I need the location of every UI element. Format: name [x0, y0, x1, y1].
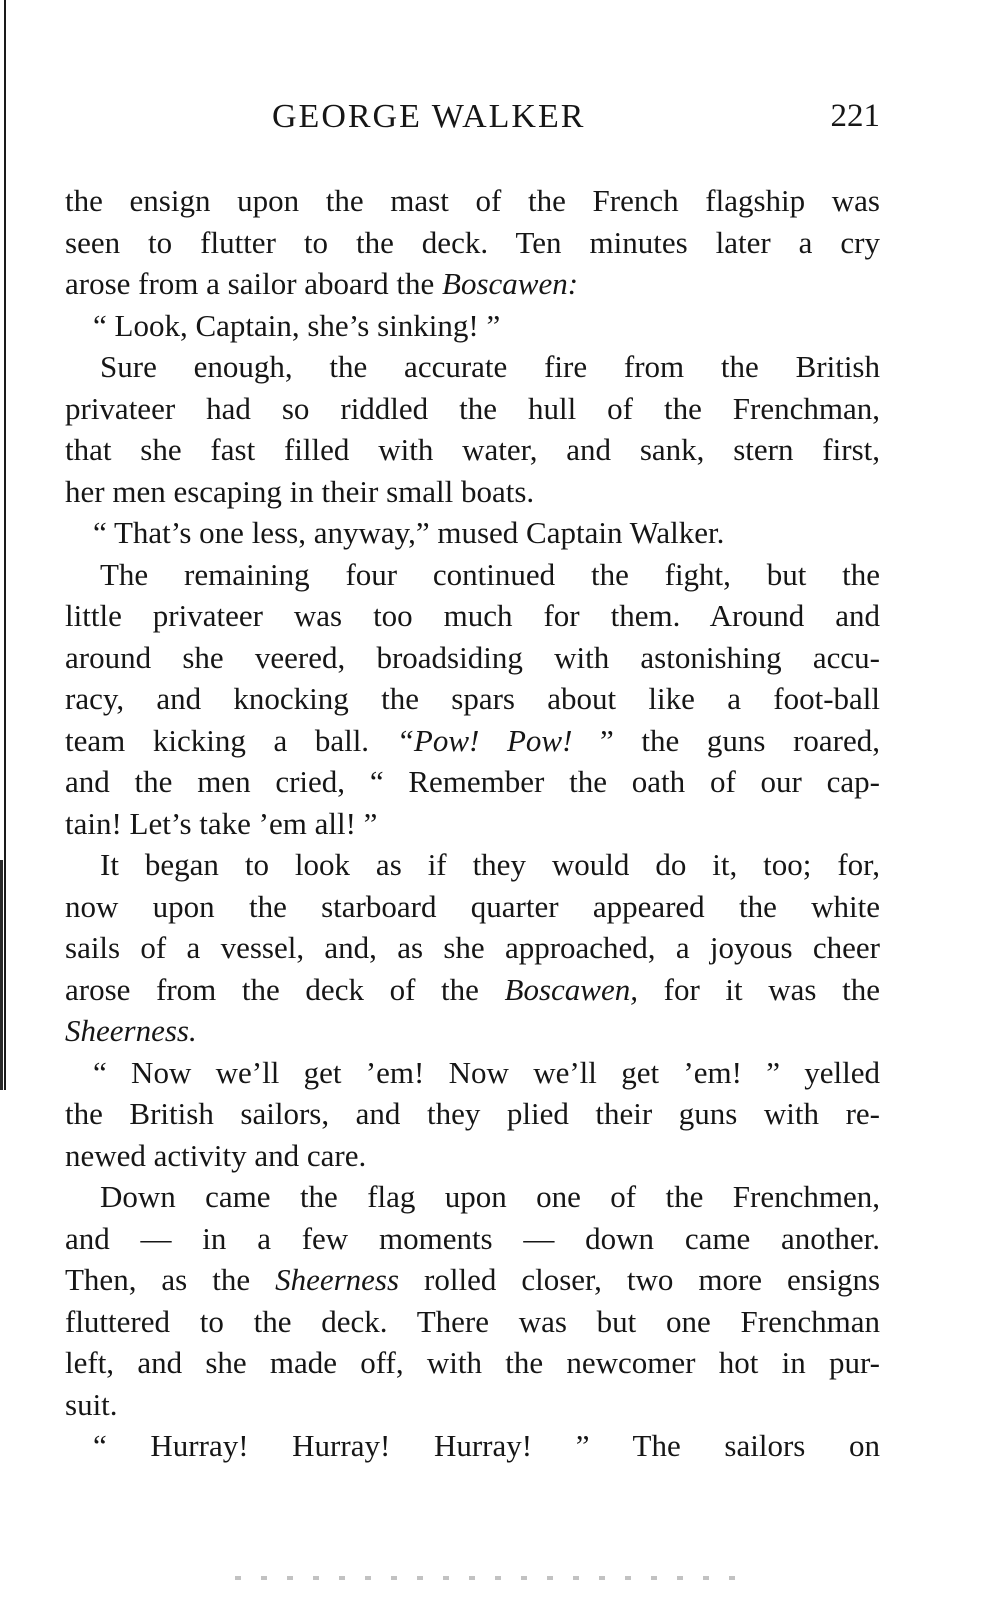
text-line: Down came the flag upon one of the Frenchmen,: [100, 1179, 880, 1214]
page-edge-line: [4, 0, 6, 1090]
text-line: suit.: [65, 1386, 118, 1422]
running-head: [0, 98, 1000, 146]
text-line: It began to look as if they would do it, too; for,: [100, 847, 880, 882]
text-run: team kicking a ball.: [65, 722, 397, 758]
page-number: 221: [830, 98, 880, 134]
text-line: The remaining four continued the fight, but the: [100, 556, 880, 592]
text-line: Sure enough, the accurate fire from the British: [100, 349, 880, 384]
text-run: rolled closer, two more ensigns: [399, 1262, 881, 1297]
text-line: now upon the starboard quarter appeared the white: [65, 888, 880, 924]
text-line: fluttered to the deck. There was but one Frenchman: [65, 1303, 880, 1339]
text-line: “ Now we’ll get ’em! Now we’ll get ’em! ” yelled: [93, 1054, 880, 1090]
text-line: “ Look, Captain, she’s sinking! ”: [93, 307, 501, 343]
ship-name-italic: Sheerness: [275, 1262, 400, 1297]
text-line: the British sailors, and they plied their guns with re-: [65, 1096, 880, 1131]
running-title: GEORGE WALKER: [272, 98, 586, 135]
text-run: for it was the: [638, 971, 880, 1007]
page-edge-line-thick: [0, 860, 3, 1090]
text-line: [65, 969, 880, 1011]
text-run: arose from the deck of the: [65, 971, 505, 1007]
text-line: [65, 1010, 880, 1052]
text-line: her men escaping in their small boats.: [65, 473, 535, 509]
text-line: sails of a vessel, and, as she approached, a joyous cheer: [65, 930, 880, 965]
cut-off-next-line-marks: [235, 1576, 740, 1580]
text-line: [65, 720, 880, 762]
text-run: ” the guns roared,: [572, 722, 880, 758]
ship-name-italic: Sheerness.: [65, 1013, 197, 1048]
ship-name-italic: Boscawen:: [442, 266, 579, 301]
text-line: privateer had so riddled the hull of the Frenchman,: [65, 390, 880, 426]
ship-name-italic: Boscawen,: [504, 971, 638, 1007]
text-line: racy, and knocking the spars about like a foot-ball: [65, 681, 880, 716]
text-line: left, and she made off, with the newcomer hot in pur-: [65, 1345, 880, 1380]
text-line: and the men cried, “ Remember the oath of our cap-: [65, 764, 880, 799]
text-line: around she veered, broadsiding with astonishing accu-: [65, 639, 880, 675]
text-line: the ensign upon the mast of the French flagship was: [65, 183, 880, 218]
text-line: [65, 263, 880, 305]
text-run: arose from a sailor aboard the: [65, 266, 443, 301]
text-line: newed activity and care.: [65, 1137, 367, 1173]
text-line: “ That’s one less, anyway,” mused Captain Walker.: [93, 515, 725, 550]
text-line: and — in a few moments — down came another.: [65, 1220, 880, 1256]
text-line: “ Hurray! Hurray! Hurray! ” The sailors on: [93, 1428, 880, 1463]
text-line: tain! Let’s take ’em all! ”: [65, 805, 378, 841]
text-line: that she fast filled with water, and sank, stern first,: [65, 432, 880, 467]
body-text: [65, 180, 880, 1467]
text-line: little privateer was too much for them. Around and: [65, 598, 880, 633]
exclamation-italic: “Pow! Pow!: [396, 722, 573, 758]
text-line: seen to flutter to the deck. Ten minutes later a cry: [65, 224, 880, 260]
text-run: Then, as the: [65, 1262, 276, 1297]
text-line: [65, 1259, 880, 1301]
